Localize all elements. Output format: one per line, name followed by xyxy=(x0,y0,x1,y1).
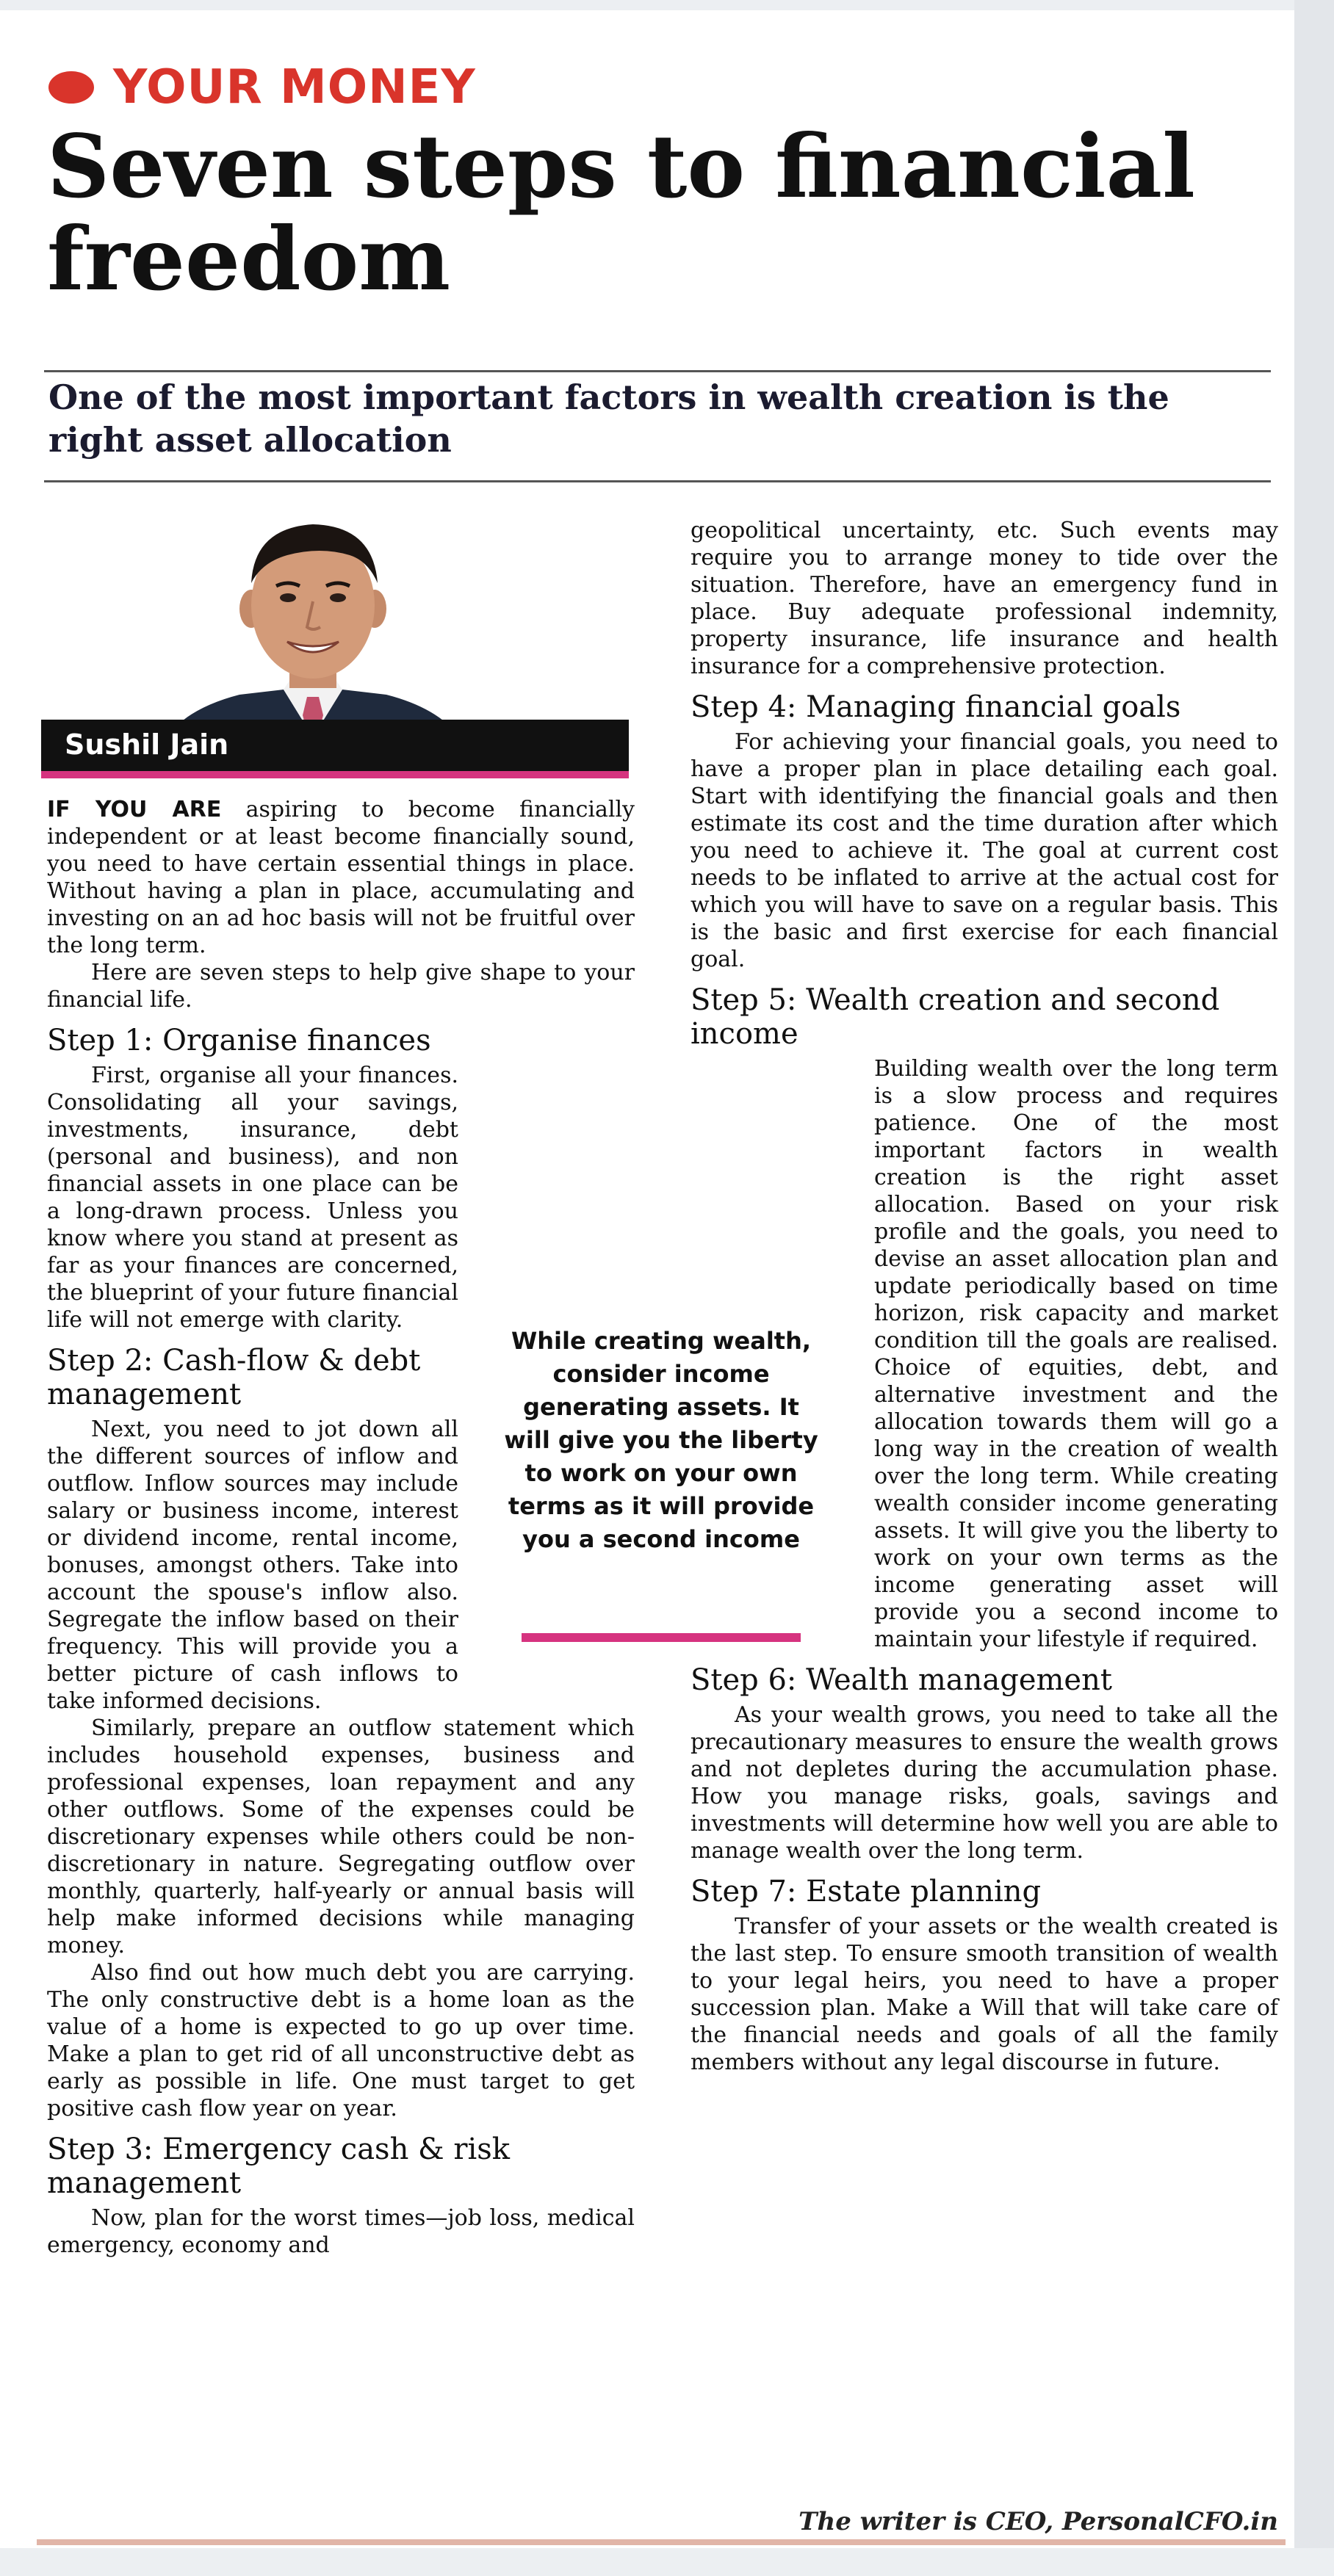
writer-credit: The writer is CEO, PersonalCFO.in xyxy=(798,2507,1278,2536)
step3-heading: Step 3: Emergency cash & risk management xyxy=(47,2132,511,2200)
bottom-edge-bar xyxy=(37,2539,1286,2545)
step3-paragraph-part2: geopolitical uncertainty, etc. Such events may require you to arrange money to tide over the situation. Therefore, have an emergency fund in place. Buy adequate professional indemnity, property insurance, life insurance and health insurance for a comprehensive protection. xyxy=(691,518,1278,679)
author-name: Sushil Jain xyxy=(65,728,229,761)
step6-heading: Step 6: Wealth management xyxy=(691,1663,1112,1697)
step4-heading: Step 4: Managing financial goals xyxy=(691,690,1181,724)
lead-in: IF YOU ARE xyxy=(47,797,222,822)
bottom-margin xyxy=(0,2548,1334,2576)
step7-heading: Step 7: Estate planning xyxy=(691,1875,1042,1909)
headline: Seven steps to financial freedom xyxy=(47,115,1195,310)
step3-paragraph-part1: Now, plan for the worst times—job loss, medical emergency, economy and xyxy=(47,2205,635,2258)
step2-heading: Step 2: Cash-flow & debt management xyxy=(47,1344,421,1411)
step5-paragraph: Building wealth over the long term is a slow process and requires patience. One of the most important factors in wealth creation is the right asset allocation. Based on your risk profile and the goals, you need to devise an asset allocation plan and update periodically based on time horizon, risk capacity and market condition till the goals are realised. Choice of equities, debt, and alternative investment and the allocation towards them will go a long way in the creation of wealth over the long term. While creating wealth consider income generating assets. It will give you the liberty to work on your own terms as the income generating asset will provide you a second income to maintain your lifestyle if required. xyxy=(874,1056,1278,1652)
intro-text: aspiring to become financially independent or at least become financially sound, you need to have certain essential things in place. Without having a plan in place, accumulating and investing on an ad hoc basis will not be fruitful over the long term. xyxy=(47,797,635,958)
byline-accent xyxy=(41,771,629,778)
section-header xyxy=(48,60,476,115)
intro-paragraph-2: Here are seven steps to help give shape to your financial life. xyxy=(47,960,635,1013)
divider-top xyxy=(44,370,1271,372)
article-column-right xyxy=(691,517,1278,2076)
top-margin xyxy=(0,0,1334,10)
right-margin xyxy=(1294,0,1334,2576)
step6-paragraph: As your wealth grows, you need to take all the precautionary measures to ensure the wealth grows and not depletes during the accumulation phase. How you manage risks, goals, savings and investments will determine how well you are able to manage wealth over the long term. xyxy=(691,1702,1278,1864)
step2-paragraph-1: Next, you need to jot down all the different sources of inflow and outflow. Inflow sources may include salary or business income, interest or dividend income, rental income, bonuses, amongst others. Take into account the spouse's inflow also. Segregate the inflow based on their frequency. This will provide you a better picture of cash inflows to take informed decisions. xyxy=(47,1417,458,1714)
intro-paragraph xyxy=(47,796,635,959)
section-dot-icon xyxy=(48,71,94,104)
step1-heading: Step 1: Organise finances xyxy=(47,1024,431,1057)
step7-paragraph: Transfer of your assets or the wealth created is the last step. To ensure smooth transition of wealth to your legal heirs, you need to have a proper succession plan. Make a Will that will take care of the financial needs and goals of all the family members without any legal discourse in future. xyxy=(691,1914,1278,2075)
newspaper-page xyxy=(0,10,1294,2548)
section-label: YOUR MONEY xyxy=(113,60,476,115)
divider-bottom xyxy=(44,480,1271,482)
step2-paragraph-3: Also find out how much debt you are carrying. The only constructive debt is a home loan as the value of a home is expected to go up over time. Make a plan to get rid of all unconstructive debt as early as possible in life. One must target to get positive cash flow year on year. xyxy=(47,1960,635,2121)
step5-heading: Step 5: Wealth creation and second income xyxy=(691,983,1220,1051)
step4-paragraph: For achieving your financial goals, you need to have a proper plan in place detailing each goal. Start with identifying the financial goals and then estimate its cost and the time duration after which you need to achieve it. The goal at current cost needs to be inflated to arrive at the actual cost for which you will have to save on a regular basis. This is the basic and first exercise for each financial goal. xyxy=(691,729,1278,972)
pull-quote: While creating wealth, consider income generating assets. It will give you the liberty to work on your own terms as it will provide you a second income xyxy=(504,1327,818,1553)
step2-paragraph-2: Similarly, prepare an outflow statement which includes household expenses, business and professional expenses, loan repayment and any other outflows. Some of the expenses could be discretionary expenses while others could be non-discretionary in nature. Segregating outflow over monthly, quarterly, half-yearly or annual basis will help make informed decisions while managing money. xyxy=(47,1715,635,1958)
standfirst: One of the most important factors in wealth creation is the right asset allocation xyxy=(48,377,1169,460)
pull-quote-rule xyxy=(522,1633,801,1642)
step1-paragraph: First, organise all your finances. Consolidating all your savings, investments, insurance, debt (personal and business), and non financial assets in one place can be a long-drawn process. Unless you know where you stand at present as far as your finances are concerned, the blueprint of your future financial life will not emerge with clarity. xyxy=(47,1063,458,1333)
